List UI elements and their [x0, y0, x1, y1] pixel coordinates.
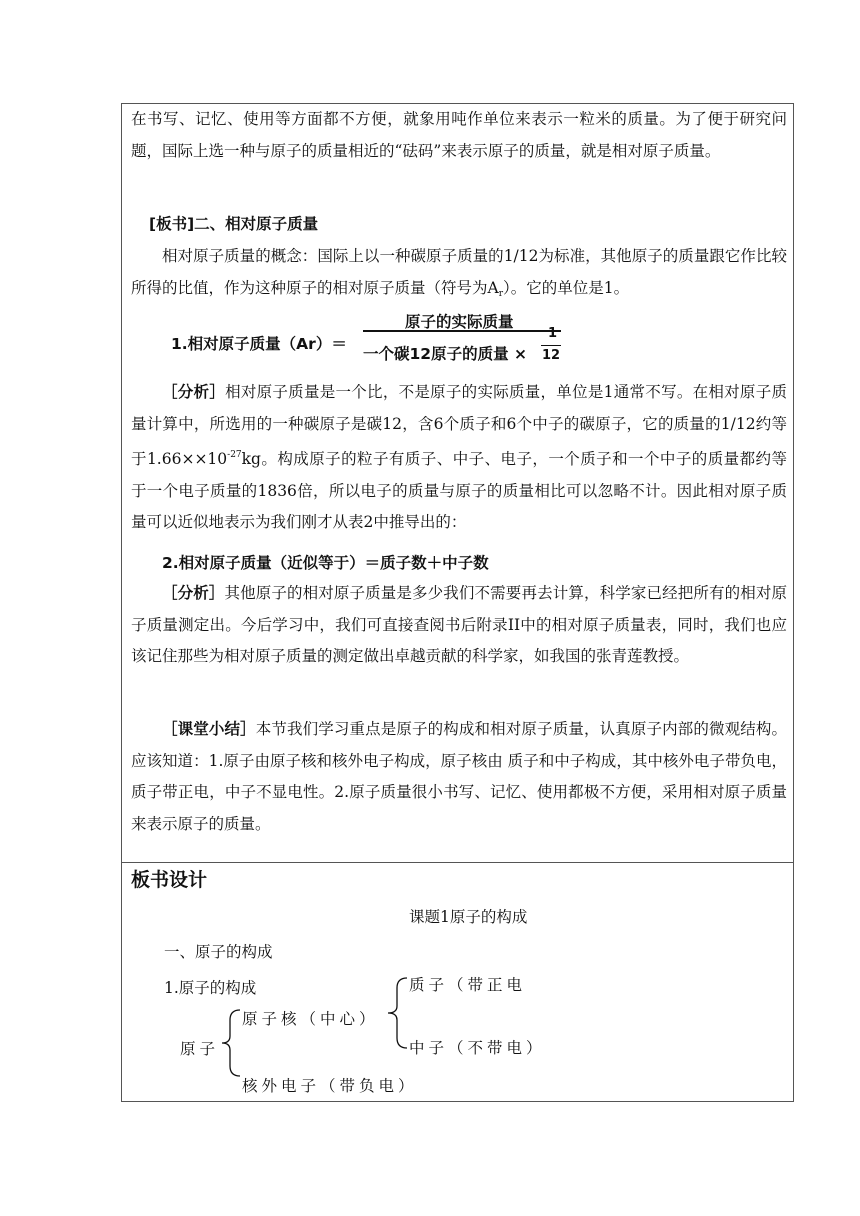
intro-paragraph: 在书写、记忆、使用等方面都不方便，就象用吨作单位来表示一粒米的质量。为了便于研究问题，国际上选一种与原子的质量相近的“砝码”来表示原子的质量，就是相对原子质量。	[131, 110, 787, 160]
nucleus-label: 原子核（中心）	[242, 1010, 379, 1028]
table-divider	[121, 862, 794, 863]
concept-subscript: r	[498, 288, 504, 299]
nucleus-brace-icon	[383, 976, 409, 1050]
analysis-tag: ［分析］	[162, 383, 226, 401]
formula-denominator: 一个碳12原子的质量 ×	[363, 345, 527, 363]
atom-label: 原子	[180, 1040, 220, 1058]
concept-tail: ）。它的单位是1。	[503, 278, 630, 297]
analysis-2	[131, 578, 787, 673]
board-heading: [板书]二、相对原子质量	[149, 215, 319, 233]
formula-label: 1.相对原子质量（Ar）＝	[171, 335, 347, 353]
electron-label: 核外电子（带负电）	[242, 1077, 418, 1095]
lesson-title: 课题1原子的构成	[409, 908, 528, 926]
summary-tag: ［课堂小结］	[162, 720, 256, 738]
fraction-bar	[363, 330, 561, 332]
small-frac-num: 1	[548, 326, 558, 341]
small-frac-den: 12	[542, 348, 561, 363]
small-frac-bar	[541, 345, 561, 346]
neutron-label: 中子（不带电）	[409, 1039, 546, 1057]
formula-numerator: 原子的实际质量	[405, 313, 514, 331]
atom-brace-icon	[218, 1008, 242, 1078]
class-summary	[131, 714, 787, 840]
section-heading: 一、原子的构成	[164, 943, 273, 961]
analysis-tag: ［分析］	[162, 584, 225, 602]
concept-paragraph	[131, 241, 787, 310]
analysis-text: 其他原子的相对原子质量是多少我们不需要再去计算，科学家已经把所有的相对原子质量测定出。今后学习中，我们可直接查阅书后附录II中的相对原子质量表，同时，我们也应该记住那些为相对原子质量的测定做出卓越贡献的科学家，如我国的张青莲教授。	[131, 584, 787, 665]
formula-2: 2.相对原子质量（近似等于）＝质子数＋中子数	[162, 554, 489, 572]
item-heading: 1.原子的构成	[164, 979, 257, 997]
concept-text: 相对原子质量的概念：国际上以一种碳原子质量的1/12为标准，其他原子的质量跟它作比较所得的比值，作为这种原子的相对原子质量（符号为A	[131, 247, 787, 297]
analysis-text-b: kg。构成原子的粒子有质子、中子、电子，一个质子和一个中子的质量都约等于一个电子质量的1836倍，所以电子的质量与原子的质量相比可以忽略不计。因此相对原子质量可以近似地表示为我们刚才从表2中推导出的：	[131, 450, 787, 531]
exponent: -27	[227, 450, 242, 460]
summary-text: 本节我们学习重点是原子的构成和相对原子质量，认真原子内部的微观结构。应该知道：1.原子由原子核和核外电子构成，原子核由 质子和中子构成，其中核外电子带负电，质子带正电，中子不显电性。2.原子质量很小书写、记忆、使用都极不方便，采用相对原子质量来表示原子的质量。	[131, 720, 787, 833]
analysis-text-a: 相对原子质量是一个比，不是原子的实际质量，单位是1通常不写。在相对原子质量计算中，所选用的一种碳原子是碳12，含6个质子和6个中子的碳原子，它的质量的1/12约等于1.66××10	[131, 383, 787, 468]
board-design-title: 板书设计	[131, 869, 208, 891]
analysis-1	[131, 377, 787, 539]
formula-1	[171, 310, 591, 372]
proton-label: 质子（带正电	[409, 976, 527, 994]
